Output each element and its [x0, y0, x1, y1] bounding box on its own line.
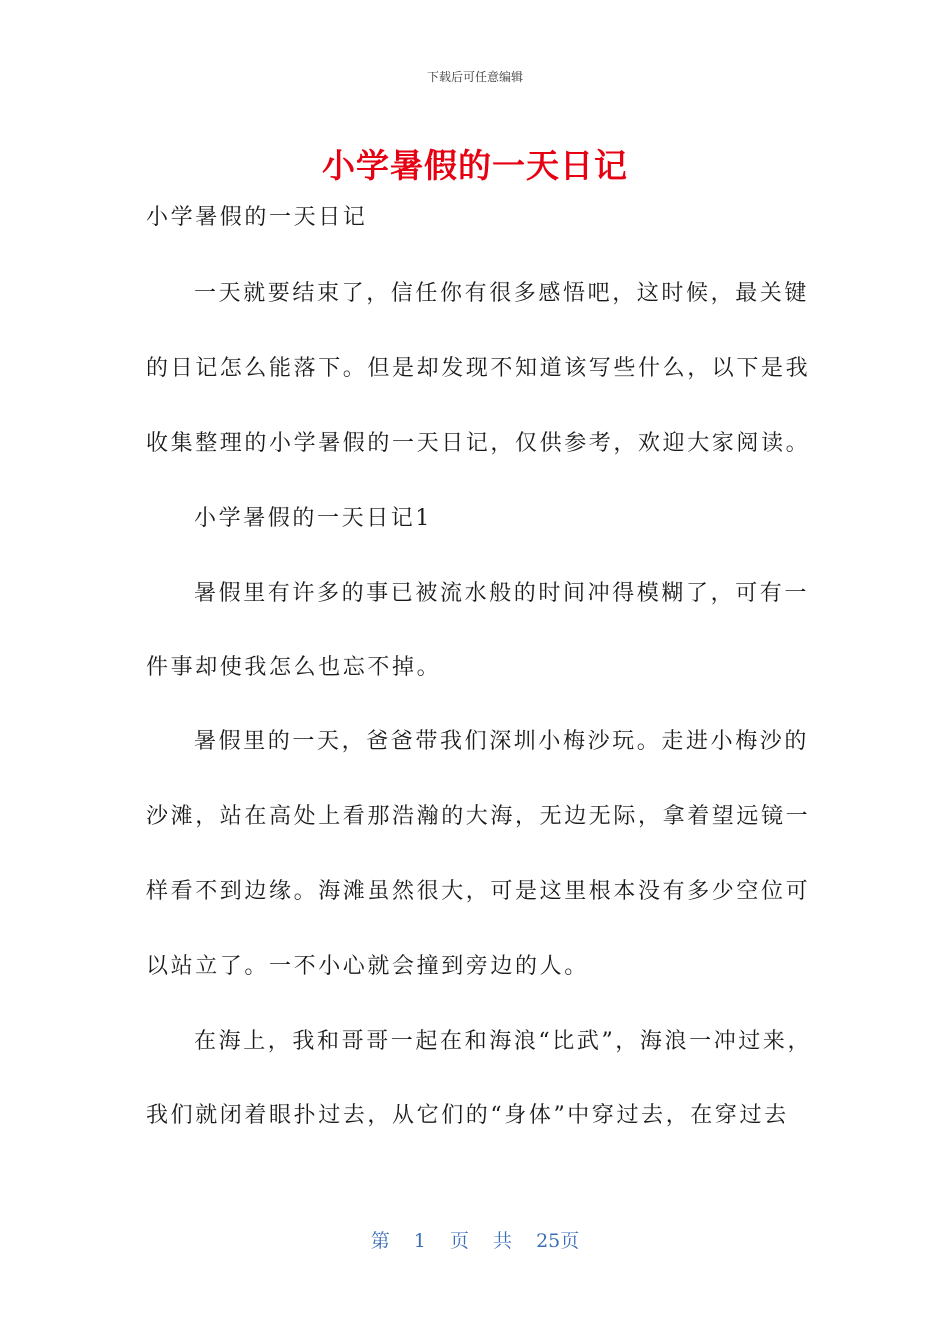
footer-prefix: 第 [370, 1230, 390, 1252]
subtitle-line: 小学暑假的一天日记 [146, 205, 368, 230]
paragraph-line: 以站立了。一不小心就会撞到旁边的人。 [146, 954, 589, 979]
footer-page-number: 1 [413, 1230, 426, 1252]
section-heading: 小学暑假的一天日记1 [194, 506, 432, 531]
paragraph-line: 在海上，我和哥哥一起在和海浪“比武”，海浪一冲过来， [194, 1029, 813, 1054]
paragraph-line: 件事却使我怎么也忘不掉。 [146, 655, 442, 680]
footer-total-pages: 25页 [536, 1230, 580, 1252]
footer-total-label: 共 [493, 1230, 513, 1252]
header-note: 下载后可任意编辑 [426, 70, 523, 84]
paragraph-line: 样看不到边缘。海滩虽然很大，可是这里根本没有多少空位可 [146, 879, 811, 904]
paragraph-line: 我们就闭着眼扑过去，从它们的“身体”中穿过去，在穿过去 [146, 1103, 789, 1128]
paragraph-line: 的日记怎么能落下。但是却发现不知道该写些什么，以下是我 [146, 356, 811, 381]
paragraph-line: 沙滩，站在高处上看那浩瀚的大海，无边无际，拿着望远镜一 [146, 804, 811, 829]
footer-page-label: 页 [449, 1230, 469, 1252]
paragraph-line: 收集整理的小学暑假的一天日记，仅供参考，欢迎大家阅读。 [146, 431, 811, 456]
paragraph-line: 一天就要结束了，信任你有很多感悟吧，这时候，最关键 [194, 281, 810, 306]
paragraph-line: 暑假里的一天，爸爸带我们深圳小梅沙玩。走进小梅沙的 [194, 729, 810, 754]
page-footer [0, 1226, 950, 1253]
document-title: 小学暑假的一天日记 [322, 146, 628, 185]
paragraph-line: 暑假里有许多的事已被流水般的时间冲得模糊了，可有一 [194, 581, 810, 606]
